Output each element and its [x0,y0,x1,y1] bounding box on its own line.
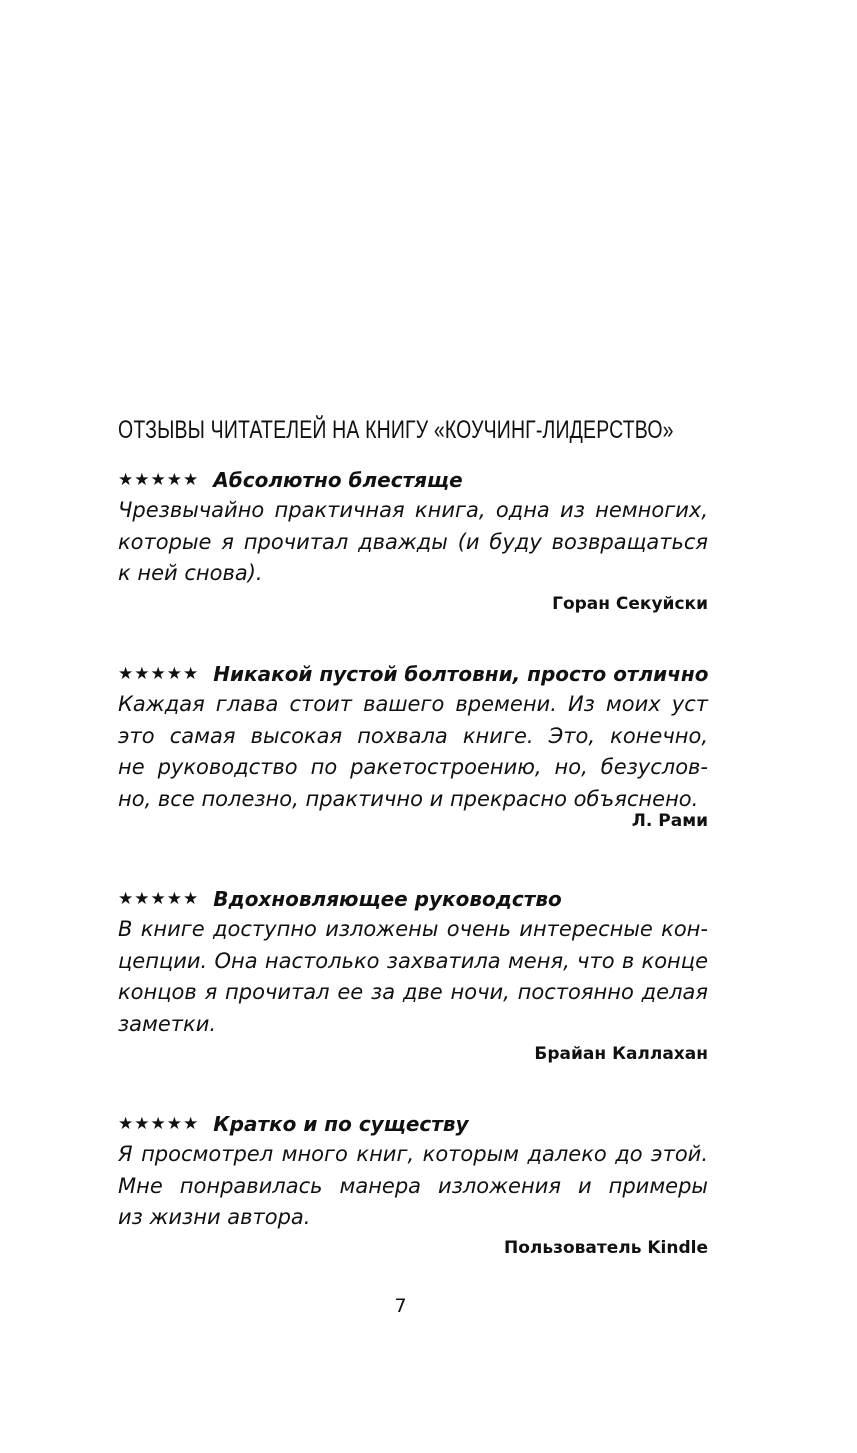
review-text [118,1139,708,1234]
star-rating: ★★★★★ [118,470,200,490]
review-text-line: но, все полезно, практично и прекрасно объяснено. [118,786,699,811]
review-text-line: к ней снова). [118,561,263,585]
review-title: Абсолютно блестяще [213,468,463,492]
review-title: Кратко и по существу [213,1112,469,1136]
review-text-line: В книге доступно изложены очень интересные кон- [118,917,708,941]
review-text-line: не руководство по ракетостроению, но, безуслов- [118,755,708,779]
review-text-line: это самая высокая похвала книге. Это, конечно, [118,723,708,748]
star-rating: ★★★★★ [118,1114,200,1134]
review-author: Горан Секуйски [552,593,708,614]
review-text-line: Мне понравилась манера изложения и примеры [118,1173,708,1198]
review-title: Никакой пустой болтовни, просто отлично [213,662,709,686]
review-author: Брайан Каллахан [534,1044,708,1064]
review-text [118,689,708,815]
review-author: Л. Рами [631,811,708,831]
review-text-line: из жизни автора. [118,1205,311,1229]
star-rating: ★★★★★ [118,889,200,909]
review [118,1109,708,1260]
review [118,465,708,616]
review-header [118,884,708,914]
review-text [118,914,708,1040]
review-text-line: заметки. [118,1011,217,1036]
review-title: Вдохновляющее руководство [213,887,562,911]
review-header [118,659,708,689]
review-text-line: цепции. Она настолько захватила меня, что в конце [118,948,708,973]
review-text-line: Чрезвычайно практичная книга, одна из немногих, [118,498,708,522]
review [118,884,708,1066]
review-text-line: Я просмотрел много книг, которым далеко до этой. [118,1142,708,1166]
review-text-line: которые я прочитал дважды (и буду возвращаться [118,529,708,554]
page-title: ОТЗЫВЫ ЧИТАТЕЛЕЙ НА КНИГУ «КОУЧИНГ-ЛИДЕРСТВО» [118,416,674,444]
review [118,659,708,833]
review-text-line: концов я прочитал ее за две ночи, постоянно делая [118,980,708,1004]
review-text [118,495,708,590]
review-text-line: Каждая глава стоит вашего времени. Из моих уст [118,692,708,716]
star-rating: ★★★★★ [118,664,200,684]
page-number: 7 [394,1295,407,1317]
review-header [118,1109,708,1139]
review-header [118,465,708,495]
review-author: Пользователь Kindle [503,1237,708,1258]
